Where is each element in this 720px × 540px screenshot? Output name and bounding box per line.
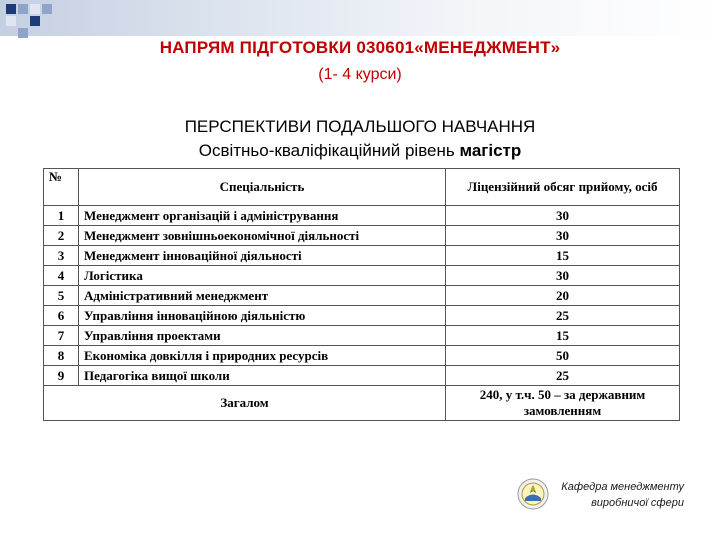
- decor-square: [42, 4, 52, 14]
- department-emblem-icon: [517, 478, 549, 510]
- table-row: [44, 286, 680, 306]
- decor-square: [18, 28, 28, 38]
- qualification-level-value: магістр: [459, 141, 522, 160]
- row-specialty: Економіка довкілля і природних ресурсів: [79, 346, 446, 366]
- row-number: 3: [44, 246, 79, 266]
- table-row: [44, 266, 680, 286]
- specialties-table: [43, 168, 680, 421]
- department-caption-line1: Кафедра менеджменту: [561, 481, 684, 493]
- table-row: [44, 346, 680, 366]
- page-title: НАПРЯМ ПІДГОТОВКИ 030601«МЕНЕДЖМЕНТ»: [159, 38, 561, 57]
- section-heading: ПЕРСПЕКТИВИ ПОДАЛЬШОГО НАВЧАННЯ: [184, 117, 536, 136]
- row-specialty: Логістика: [79, 266, 446, 286]
- decor-square: [30, 16, 40, 26]
- row-number: 7: [44, 326, 79, 346]
- row-volume: 25: [446, 366, 680, 386]
- row-specialty: Управління інноваційною діяльністю: [79, 306, 446, 326]
- column-header-volume: Ліцензійний обсяг прийому, осіб: [446, 169, 680, 206]
- row-volume: 20: [446, 286, 680, 306]
- row-number: 1: [44, 206, 79, 226]
- table-header-row: [44, 169, 680, 206]
- table-row: [44, 246, 680, 266]
- table-row: [44, 206, 680, 226]
- table-row: [44, 326, 680, 346]
- row-number: 9: [44, 366, 79, 386]
- row-specialty: Адміністративний менеджмент: [79, 286, 446, 306]
- row-number: 8: [44, 346, 79, 366]
- row-volume: 30: [446, 206, 680, 226]
- decor-square: [18, 4, 28, 14]
- row-number: 4: [44, 266, 79, 286]
- decor-square: [30, 4, 40, 14]
- qualification-level: [0, 141, 720, 161]
- row-volume: 30: [446, 226, 680, 246]
- column-header-number: №: [44, 169, 79, 206]
- top-decorative-band: [0, 0, 720, 36]
- decor-square: [6, 16, 16, 26]
- row-number: 5: [44, 286, 79, 306]
- total-label: Загалом: [44, 386, 446, 421]
- department-caption: [548, 479, 684, 511]
- row-number: 6: [44, 306, 79, 326]
- row-specialty: Менеджмент зовнішньоекономічної діяльності: [79, 226, 446, 246]
- row-specialty: Менеджмент інноваційної діяльності: [79, 246, 446, 266]
- qualification-level-prefix: Освітньо-кваліфікаційний рівень: [198, 141, 455, 160]
- department-caption-line2: виробничої сфери: [591, 497, 684, 509]
- row-volume: 25: [446, 306, 680, 326]
- row-number: 2: [44, 226, 79, 246]
- row-volume: 15: [446, 246, 680, 266]
- page-subtitle: (1- 4 курси): [318, 66, 402, 83]
- total-value: 240, у т.ч. 50 – за державним замовленням: [446, 386, 680, 421]
- row-volume: 15: [446, 326, 680, 346]
- row-volume: 50: [446, 346, 680, 366]
- table-row: [44, 366, 680, 386]
- table-row: [44, 226, 680, 246]
- row-specialty: Педагогіка вищої школи: [79, 366, 446, 386]
- column-header-specialty: Спеціальність: [79, 169, 446, 206]
- table-total-row: [44, 386, 680, 421]
- decor-square: [6, 4, 16, 14]
- table-row: [44, 306, 680, 326]
- row-specialty: Менеджмент організацій і адміністрування: [79, 206, 446, 226]
- row-volume: 30: [446, 266, 680, 286]
- row-specialty: Управління проектами: [79, 326, 446, 346]
